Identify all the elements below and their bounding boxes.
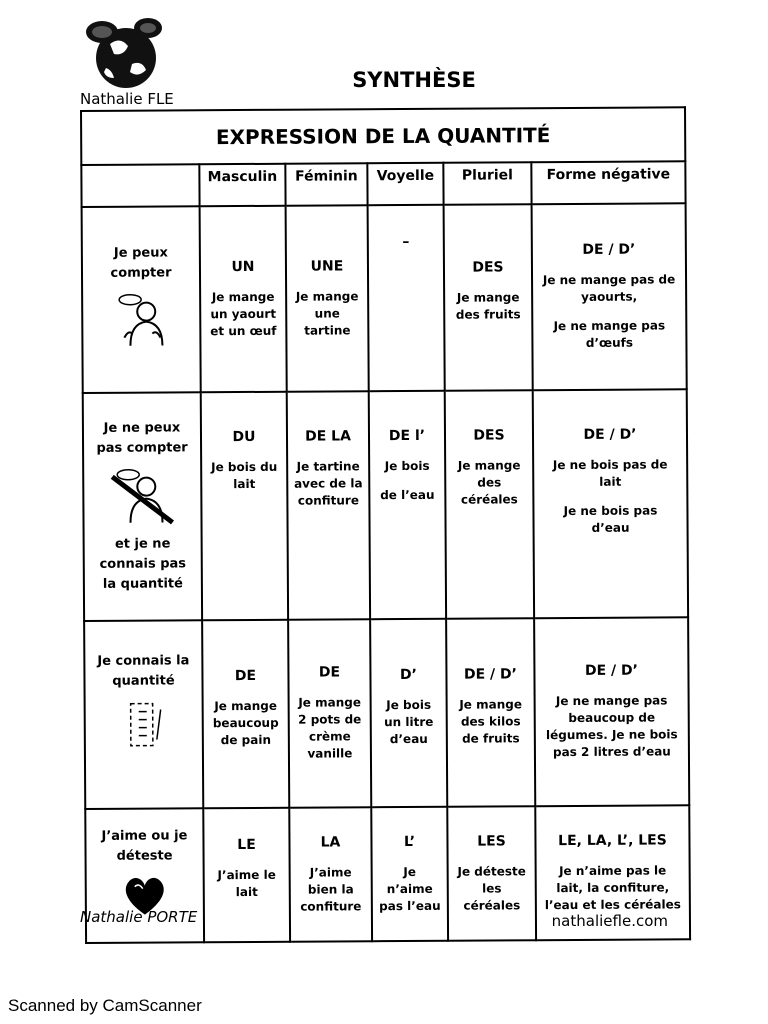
example-line: un litre <box>384 714 434 729</box>
article-word: DE / D’ <box>582 241 636 258</box>
logo <box>78 14 178 109</box>
cell-feminin <box>289 807 372 941</box>
example-line: Je mange <box>457 458 521 473</box>
example-line: de l’eau <box>380 487 435 503</box>
brand-name: Nathalie FLE <box>80 90 174 108</box>
example-line: Je mange <box>298 695 361 710</box>
article-word: DE LA <box>305 428 351 445</box>
article-word: DES <box>472 259 504 276</box>
row-label-line: quantité <box>112 673 175 689</box>
example-line: céréales <box>460 492 518 507</box>
example-line: Je mange <box>211 289 275 304</box>
example-line: vanille <box>307 746 353 761</box>
quantity-table-sheet <box>80 106 689 944</box>
measuring-jug-icon <box>119 699 169 749</box>
cell-forme-negative <box>534 617 689 806</box>
table-row <box>83 389 688 621</box>
example-line: lait <box>235 884 258 900</box>
example-line: crème <box>308 729 351 744</box>
row-label-line: Je ne peux <box>103 420 181 436</box>
cell-pluriel <box>444 204 533 391</box>
example-line: confiture <box>300 898 362 914</box>
example-line: les <box>482 880 502 896</box>
article-word: DE l’ <box>388 427 426 445</box>
header-row <box>81 161 685 207</box>
example-line: Je mange <box>459 696 523 712</box>
example-line: de fruits <box>462 730 520 746</box>
cell-voyelle <box>369 391 446 619</box>
example-line: Je mange <box>295 288 359 304</box>
example-line: et un œuf <box>210 323 277 338</box>
row-label-line: déteste <box>116 848 173 864</box>
example-line: J’aime <box>309 864 352 880</box>
article-word: D’ <box>399 666 417 683</box>
example-line: pas l’eau <box>379 898 441 913</box>
example-line: Je bois <box>384 458 430 474</box>
article-word: DU <box>232 428 256 446</box>
example-line: lait <box>233 476 256 492</box>
column-header-voyelle: Voyelle <box>367 163 443 205</box>
example-line: Je ne mange pas <box>553 318 666 334</box>
article-word: LE <box>237 836 256 854</box>
example-line: légumes. Je ne bois <box>545 727 678 743</box>
example-line: tartine <box>304 322 351 338</box>
cell-masculin <box>200 206 287 393</box>
article-word: DE / D’ <box>584 662 638 679</box>
column-header-empty <box>81 164 199 207</box>
cell-masculin <box>202 620 289 809</box>
column-header-feminin: Féminin <box>285 163 367 206</box>
document-title: SYNTHÈSE <box>352 68 476 92</box>
article-word: UN <box>231 258 255 275</box>
cell-pluriel <box>447 806 536 941</box>
example-line: n’aime <box>386 881 433 896</box>
article-word: UNE <box>310 257 344 275</box>
article-word: LES <box>477 832 506 850</box>
cell-masculin <box>201 392 288 621</box>
table-row <box>82 203 687 393</box>
example-line: un yaourt <box>210 306 277 321</box>
row-label <box>82 206 201 393</box>
article-word: DES <box>473 427 505 444</box>
row-label-line: Je connais la <box>97 653 190 669</box>
example-line: Je ne mange pas de <box>542 272 676 288</box>
article-word: – <box>402 233 410 251</box>
example-line: Je déteste <box>457 863 526 879</box>
row-label-line: la quantité <box>102 576 183 592</box>
article-word: DE / D’ <box>463 665 518 683</box>
row-label <box>84 620 203 809</box>
child-crossed-icon <box>106 466 178 526</box>
column-header-pluriel: Pluriel <box>443 162 531 205</box>
author-name: Nathalie PORTE <box>80 908 198 926</box>
article-word: DE <box>234 667 257 684</box>
example-line: d’eau <box>591 520 630 535</box>
row-label-line: et je ne <box>114 536 171 552</box>
cell-pluriel <box>445 390 534 619</box>
example-line: beaucoup <box>212 715 279 730</box>
example-line: confiture <box>297 493 359 508</box>
table-title: EXPRESSION DE LA QUANTITÉ <box>81 107 685 165</box>
example-line: Je mange <box>214 698 278 713</box>
cell-forme-negative <box>533 389 688 618</box>
example-line: Je ne mange pas <box>555 693 668 709</box>
example-line: 2 pots de <box>298 712 362 727</box>
example-line: Je bois du <box>211 459 278 475</box>
example-line: yaourts, <box>581 289 638 304</box>
example-line: Je mange <box>456 290 520 305</box>
table-row <box>84 617 689 809</box>
website-link[interactable]: nathaliefle.com <box>551 912 668 930</box>
row-label-line: J’aime ou je <box>101 828 188 844</box>
example-line: une <box>314 305 340 321</box>
example-line: de pain <box>220 732 272 747</box>
example-line: l’eau et les céréales <box>544 896 681 912</box>
example-line: Je ne bois pas <box>563 503 658 519</box>
example-line: Je ne bois pas de <box>552 457 668 473</box>
example-line: des kilos <box>460 713 521 729</box>
example-line: Je <box>403 864 416 879</box>
cell-feminin <box>286 205 369 391</box>
cell-feminin <box>288 619 371 807</box>
example-line: J’aime le <box>217 867 276 883</box>
row-label-line: connais pas <box>99 556 187 572</box>
example-line: Je tartine <box>296 459 360 474</box>
example-line: lait, la confiture, <box>556 879 670 895</box>
quantity-table <box>80 106 691 944</box>
example-line: d’eau <box>389 731 428 746</box>
cell-voyelle <box>371 807 448 941</box>
example-line: des fruits <box>455 307 521 322</box>
row-label-line: compter <box>110 265 172 281</box>
article-word: LE, LA, L’, LES <box>558 831 667 849</box>
cell-forme-negative <box>532 203 687 390</box>
example-line: lait <box>599 474 622 489</box>
article-word: L’ <box>403 833 416 850</box>
article-word: DE / D’ <box>583 426 637 443</box>
row-label-line: pas compter <box>96 440 188 456</box>
example-line: d’œufs <box>585 335 634 350</box>
example-line: bien la <box>307 881 354 897</box>
cell-feminin <box>287 391 370 619</box>
example-line: avec de la <box>294 476 363 491</box>
row-label <box>83 392 202 621</box>
example-line: beaucoup de <box>568 710 656 726</box>
column-header-forme-negative: Forme négative <box>531 161 685 204</box>
cell-voyelle <box>368 205 445 391</box>
cell-masculin <box>203 808 290 943</box>
example-line: Je n’aime pas le <box>559 862 667 878</box>
example-line: pas 2 litres d’eau <box>552 744 671 760</box>
article-word: DE <box>318 664 341 681</box>
column-header-masculin: Masculin <box>199 164 285 207</box>
article-word: LA <box>320 833 341 851</box>
scanner-watermark: Scanned by CamScanner <box>8 996 202 1015</box>
cell-voyelle <box>370 619 447 807</box>
example-line: des <box>477 475 502 490</box>
row-label-line: Je peux <box>113 245 168 261</box>
example-line: céréales <box>463 897 521 913</box>
cell-pluriel <box>446 618 535 807</box>
example-line: Je bois <box>386 697 432 712</box>
child-speaking-icon <box>116 291 166 347</box>
